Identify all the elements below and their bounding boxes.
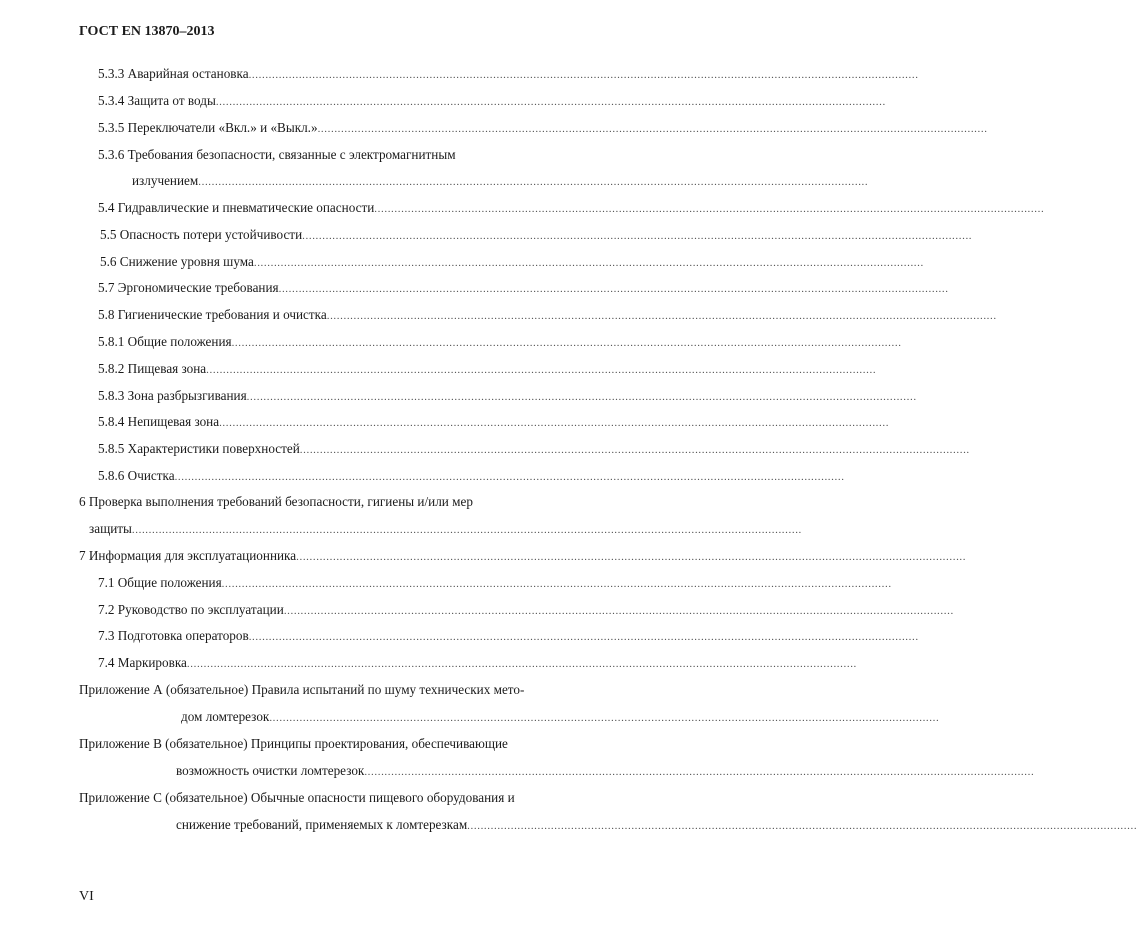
toc-appendix-b-line-1[interactable]: Приложение В (обязательное) Принципы проектирования, обеспечивающие (79, 736, 508, 751)
toc-appendix-c-line-1[interactable]: Приложение С (обязательное) Обычные опасности пищевого оборудования и (79, 790, 515, 805)
toc-dot-leader: ........................................................................................................................................................................................................ (278, 283, 949, 295)
toc-entry-5-5[interactable] (100, 225, 973, 245)
toc-entry-label: 7.3 Подготовка операторов (98, 628, 249, 643)
toc-entry-label: 7 Информация для эксплуатационника (79, 548, 297, 563)
toc-entry-label: возможность очистки ломтерезок (176, 763, 365, 778)
toc-entry-label: 5.8 Гигиенические требования и очистка (98, 307, 327, 322)
toc-dot-leader: ........................................................................................................................................................................................................ (296, 551, 967, 563)
toc-entry-label: снижение требований, применяемых к ломтерезкам (176, 817, 468, 832)
toc-dot-leader: ........................................................................................................................................................................................................ (283, 605, 954, 617)
toc-dot-leader: ........................................................................................................................................................................................................ (253, 257, 924, 269)
toc-entry-5-8-2[interactable] (98, 359, 877, 379)
toc-appendix-a-line-2[interactable] (181, 707, 940, 727)
toc-entry-label: 5.6 Снижение уровня шума (100, 254, 254, 269)
toc-dot-leader: ........................................................................................................................................................................................................ (248, 631, 919, 643)
toc-entry-7-1[interactable] (98, 573, 892, 593)
toc-entry-6-line-1[interactable]: 6 Проверка выполнения требований безопасности, гигиены и/или мер (79, 494, 473, 509)
toc-entry-5-3-5[interactable] (98, 118, 988, 138)
toc-entry-label: 7.1 Общие положения (98, 575, 222, 590)
toc-entry-label: 5.8.5 Характеристики поверхностей (98, 441, 300, 456)
document-code: ГОСТ EN 13870–2013 (79, 24, 215, 39)
toc-entry-label: 5.8.3 Зона разбрызгивания (98, 388, 247, 403)
toc-entry-label: излучением (132, 173, 199, 188)
toc-dot-leader: ........................................................................................................................................................................................................ (206, 364, 877, 376)
toc-entry-7-2[interactable] (98, 600, 954, 620)
toc-entry-label: 5.5 Опасность потери устойчивости (100, 227, 303, 242)
toc-entry-label: 7.4 Маркировка (98, 655, 187, 670)
page-number: VI (79, 889, 94, 904)
toc-dot-leader: ........................................................................................................................................................................................................ (374, 203, 1045, 215)
toc-entry-5-6[interactable] (100, 252, 924, 272)
toc-dot-leader: ........................................................................................................................................................................................................ (198, 176, 869, 188)
toc-entry-7[interactable] (79, 546, 967, 566)
toc-dot-leader: ........................................................................................................................................................................................................ (317, 123, 988, 135)
toc-entry-5-8-1[interactable] (98, 332, 902, 352)
toc-appendix-a-line-1[interactable]: Приложение А (обязательное) Правила испытаний по шуму технических мето- (79, 682, 525, 697)
toc-entry-label: 7.2 Руководство по эксплуатации (98, 602, 284, 617)
toc-dot-leader: ........................................................................................................................................................................................................ (231, 337, 902, 349)
toc-entry-5-3-6-line-1[interactable]: 5.3.6 Требования безопасности, связанные с электромагнитным (98, 147, 456, 162)
toc-entry-7-3[interactable] (98, 626, 919, 646)
toc-entry-5-7[interactable] (98, 278, 949, 298)
toc-dot-leader: ........................................................................................................................................................................................................ (269, 712, 940, 724)
toc-dot-leader: ........................................................................................................................................................................................................ (131, 524, 802, 536)
toc-dot-leader: ........................................................................................................................................................................................................ (186, 658, 857, 670)
toc-entry-label: 5.8.1 Общие положения (98, 334, 232, 349)
toc-dot-leader: ........................................................................................................................................................................................................ (174, 471, 845, 483)
toc-entry-5-8-4[interactable] (98, 412, 890, 432)
toc-entry-7-4[interactable] (98, 653, 857, 673)
toc-entry-label: 5.8.4 Непищевая зона (98, 414, 220, 429)
toc-entry-5-8-5[interactable] (98, 439, 970, 459)
toc-dot-leader: ........................................................................................................................................................................................................ (326, 310, 997, 322)
toc-entry-5-3-4[interactable] (98, 91, 886, 111)
toc-entry-label: дом ломтерезок (181, 709, 270, 724)
toc-entry-5-8-3[interactable] (98, 386, 917, 406)
toc-entry-label: 5.3.3 Аварийная остановка (98, 66, 249, 81)
toc-dot-leader: ........................................................................................................................................................................................................ (221, 578, 892, 590)
toc-entry-6-line-2[interactable] (89, 519, 802, 539)
toc-dot-leader: ........................................................................................................................................................................................................ (302, 230, 973, 242)
toc-entry-label: 5.8.6 Очистка (98, 468, 175, 483)
toc-appendix-b-line-2[interactable] (176, 761, 1035, 781)
toc-dot-leader: ........................................................................................................................................................................................................ (248, 69, 919, 81)
toc-entry-label: 5.8.2 Пищевая зона (98, 361, 207, 376)
toc-entry-label: 5.4 Гидравлические и пневматические опасности (98, 200, 375, 215)
toc-entry-5-3-3[interactable] (98, 64, 919, 84)
toc-entry-5-8[interactable] (98, 305, 997, 325)
toc-entry-label: защиты (89, 521, 132, 536)
toc-entry-label: 5.3.4 Защита от воды (98, 93, 216, 108)
toc-appendix-c-line-2[interactable] (176, 815, 1137, 835)
toc-dot-leader: ........................................................................................................................................................................................................ (467, 820, 1137, 832)
toc-dot-leader: ........................................................................................................................................................................................................ (299, 444, 970, 456)
toc-dot-leader: ........................................................................................................................................................................................................ (364, 766, 1035, 778)
toc-entry-5-8-6[interactable] (98, 466, 845, 486)
toc-dot-leader: ........................................................................................................................................................................................................ (219, 417, 890, 429)
toc-entry-5-4[interactable] (98, 198, 1045, 218)
toc-entry-5-3-6-line-2[interactable] (132, 171, 869, 191)
toc-entry-label: 5.7 Эргономические требования (98, 280, 279, 295)
toc-dot-leader: ........................................................................................................................................................................................................ (215, 96, 886, 108)
toc-dot-leader: ........................................................................................................................................................................................................ (246, 391, 917, 403)
toc-entry-label: 5.3.5 Переключатели «Вкл.» и «Выкл.» (98, 120, 318, 135)
